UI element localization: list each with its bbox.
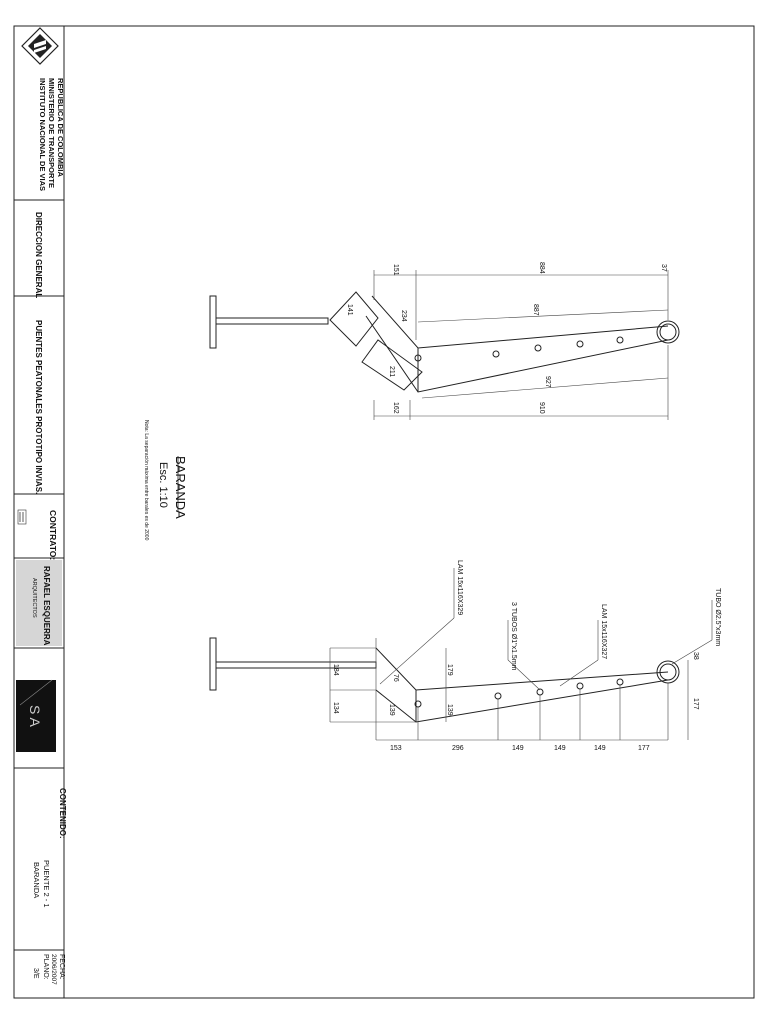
architect-box — [16, 560, 62, 646]
institution-line-2: MINISTERIO DE TRANSPORTE — [47, 78, 56, 189]
label-tube: TUBO Ø2.5"x3mm — [714, 588, 721, 647]
dim-184: 184 — [332, 664, 339, 676]
date-label: FECHA: — [58, 954, 65, 980]
plan-label: PLANO: — [42, 954, 49, 980]
view-1-profile — [210, 270, 679, 420]
drawing-scale: Esc. 1:10 — [157, 462, 169, 508]
dim-177-right: 177 — [692, 698, 699, 710]
dim-887: 887 — [532, 304, 539, 316]
dim-bottom-296: 296 — [452, 745, 464, 752]
institution-line-3: INSTITUTO NACIONAL DE VIAS — [38, 78, 47, 192]
direction-label: DIRECCION GENERAL — [34, 212, 43, 299]
dim-bottom-153: 153 — [390, 745, 402, 752]
plan-number: 3/E — [32, 968, 39, 979]
dim-bottom-177: 177 — [638, 745, 650, 752]
dim-139a: 139 — [388, 704, 395, 716]
dim-139b: 139 — [446, 704, 453, 716]
invias-logo — [22, 28, 58, 64]
dim-234: 234 — [400, 310, 407, 322]
dim-910: 910 — [538, 402, 545, 414]
dim-179: 179 — [446, 664, 453, 676]
date-value: 2006/2007 — [50, 954, 57, 985]
label-lam-329: LAM 15x116X329 — [456, 560, 463, 616]
architect-sub: ARQUITECTOS — [31, 578, 37, 618]
label-lam-327: LAM 15x116X327 — [600, 604, 607, 660]
institution-block — [38, 78, 65, 191]
dim-76: 76 — [392, 674, 399, 682]
dim-141: 141 — [346, 304, 353, 316]
dim-bottom-149c: 149 — [594, 745, 606, 752]
view-2-labels — [456, 560, 721, 671]
dim-151: 151 — [392, 264, 399, 276]
drawing-note: Nota: La separación máxima entre barales es de 2000 — [143, 420, 149, 541]
dim-211: 211 — [388, 366, 395, 378]
institution-line-1: REPUBLICA DE COLOMBIA — [56, 78, 65, 177]
contract-stamp — [18, 510, 26, 524]
sheet-border — [14, 26, 754, 998]
dim-884: 884 — [538, 262, 545, 274]
dim-134: 134 — [332, 702, 339, 714]
dim-bottom-149a: 149 — [512, 745, 524, 752]
content-label: CONTENIDO: — [58, 788, 67, 839]
label-tubes: 3 TUBOS Ø1"x1.5mm — [510, 602, 517, 671]
drawing-title: BARANDA — [173, 456, 188, 519]
dim-38: 38 — [692, 652, 699, 660]
dim-bottom-149b: 149 — [554, 745, 566, 752]
dim-162: 162 — [392, 402, 399, 414]
dim-927: 927 — [544, 376, 551, 388]
contract-label: CONTRATO: — [48, 510, 58, 561]
project-title: PUENTES PEATONALES PROTOTIPO INVIAS. — [34, 320, 43, 495]
sa-logo-text: S A — [27, 705, 43, 727]
architect-name: RAFAEL ESQUERRA — [42, 566, 51, 646]
dim-37: 37 — [660, 264, 667, 272]
content-line-2: BARANDA — [32, 862, 41, 899]
content-line-1: PUENTE 2 - 1 — [42, 860, 51, 908]
